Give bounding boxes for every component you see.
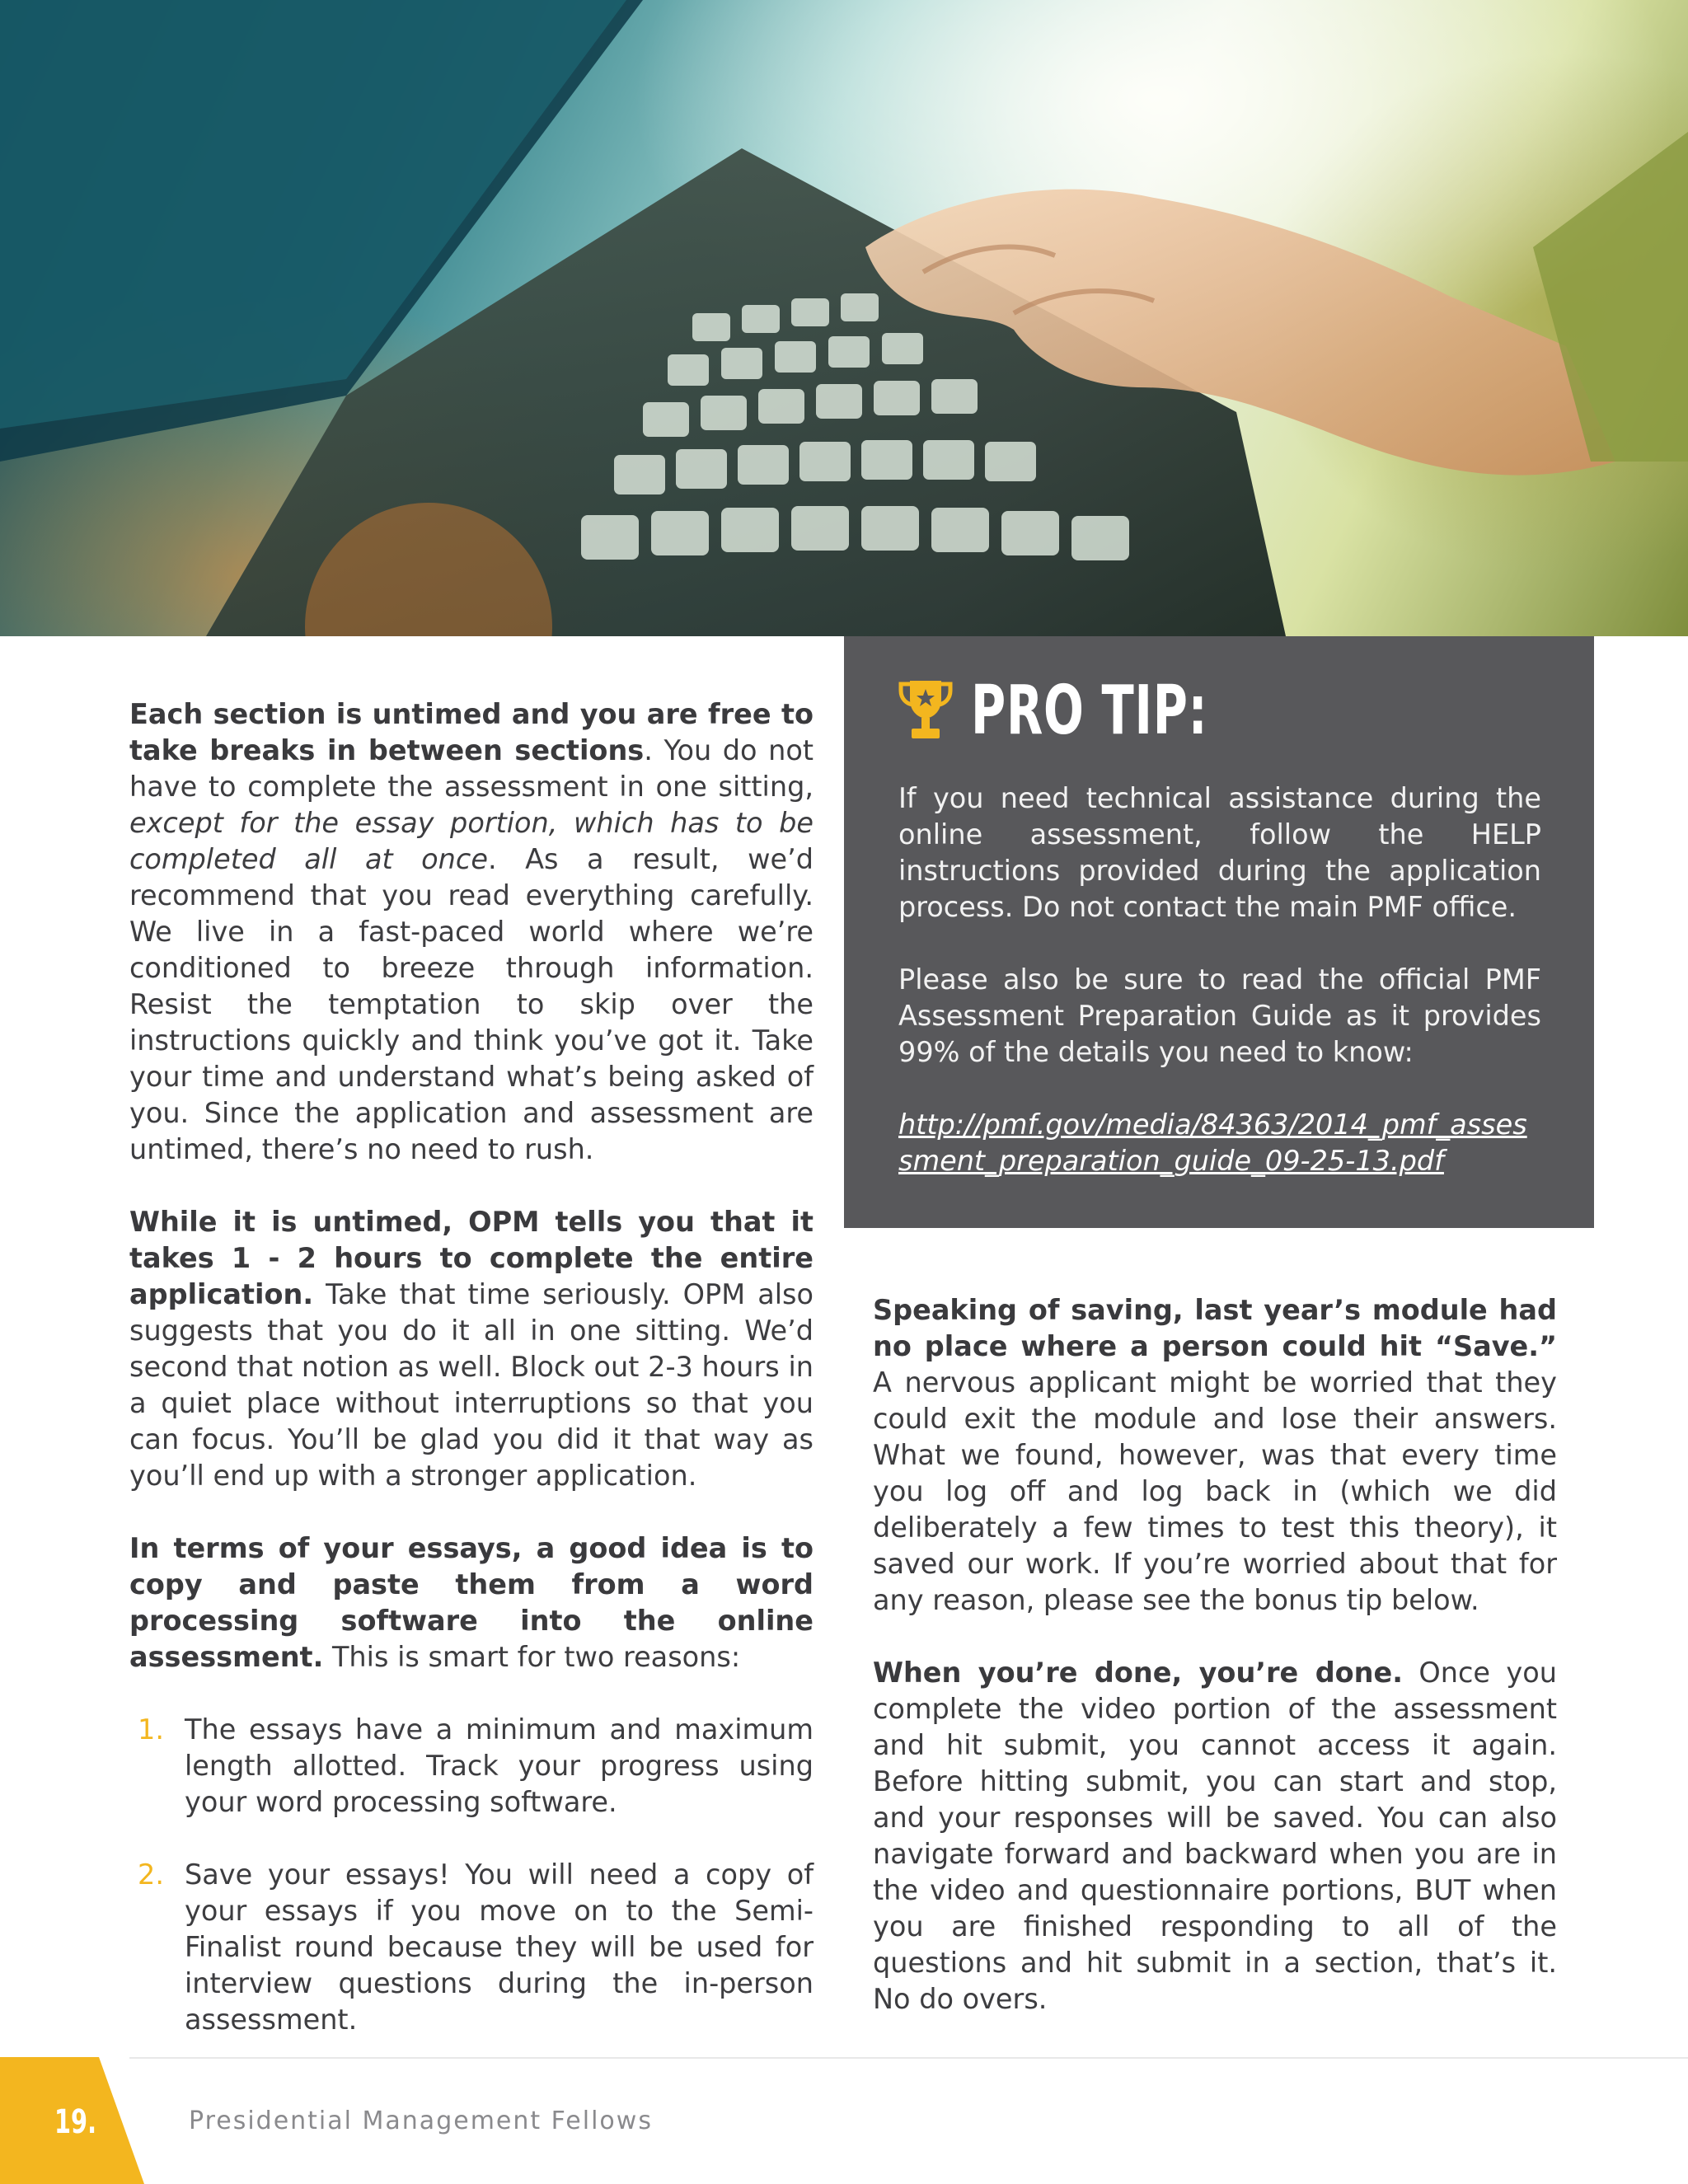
list-text: The essays have a minimum and maximum length allotted. Track your progress using your word processing software. [185, 1713, 814, 1818]
hero-illustration [0, 0, 1688, 636]
bold-lead: While it is untimed, OPM tells you that it takes 1 - 2 hours to complete the entire application. [129, 1206, 814, 1310]
paragraph-time-estimate [129, 1204, 814, 1494]
assessment-guide-link[interactable]: http://pmf.gov/media/84363/2014_pmf_assessment_preparation_guide_09-25-13.pdf [898, 1108, 1527, 1177]
text: This is smart for two reasons: [323, 1641, 741, 1673]
list-number: 2. [138, 1858, 164, 1891]
text: . You do not have to complete the assessment in one sitting, [129, 734, 814, 803]
list-item [129, 1857, 814, 2038]
bold-lead: Each section is untimed and you are free to take breaks in between sections [129, 698, 814, 766]
page-number: 19. [54, 2103, 96, 2141]
list-text: Save your essays! You will need a copy of your essays if you move on to the Semi-Finalist round because they will be used for interview questions during the in-person assessment. [185, 1858, 814, 2036]
text: Once you complete the video portion of the assessment and hit submit, you cannot access it again. Before hitting submit, you can start and stop, and your responses will be saved. You can also navigate forward and backward when you are in the video and questionnaire portions, BUT when you are finished responding to all of the questions and hit submit in a section, that’s it. No do overs. [873, 1657, 1557, 2015]
paragraph-saving [873, 1292, 1557, 1619]
reasons-list [129, 1712, 814, 2038]
publication-name: Presidential Management Fellows [189, 2107, 653, 2135]
italic-text: except for the essay portion, which has to be completed all at once [129, 807, 814, 875]
hero-image-laptop-typing [0, 0, 1688, 636]
text: . As a result, we’d recommend that you read everything carefully. We live in a fast-paced world where we’re conditioned to breeze through information. Resist the temptation to skip over the instructions quickly and think you’ve got it. Take your time and understand what’s being asked of you. Since the application and assessment are untimed, there’s no need to rush. [129, 843, 814, 1165]
bold-lead: When you’re done, you’re done. [873, 1657, 1403, 1689]
pro-tip-body [898, 780, 1541, 1216]
footer-divider [129, 2057, 1688, 2059]
pro-tip-box [844, 636, 1594, 1228]
list-item [129, 1712, 814, 1821]
paragraph-done [873, 1655, 1557, 2018]
pro-tip-paragraph: Please also be sure to read the official PMF Assessment Preparation Guide as it provides 99% of the details you need to know: [898, 963, 1541, 1068]
pro-tip-paragraph: If you need technical assistance during the online assessment, follow the HELP instructions provided during the application process. Do not contact the main PMF office. [898, 782, 1541, 923]
trophy-icon [898, 677, 953, 743]
pro-tip-header [898, 669, 1275, 752]
paragraph-untimed-sections [129, 696, 814, 1168]
list-number: 1. [138, 1713, 164, 1746]
right-column [873, 1292, 1557, 2054]
bold-lead: In terms of your essays, a good idea is to copy and paste them from a word processing software into the online assessment. [129, 1532, 814, 1673]
paragraph-essays [129, 1530, 814, 1675]
text: Take that time seriously. OPM also suggests that you do it all in one sitting. We’d second that notion as well. Block out 2-3 hours in a quiet place without interruptions so that you can focus. You’ll be glad you did it that way as you’ll end up with a stronger application. [129, 1278, 814, 1492]
pro-tip-title: PRO TIP: [971, 671, 1208, 750]
bold-lead: Speaking of saving, last year’s module had no place where a person could hit “Save.” [873, 1294, 1557, 1362]
text: A nervous applicant might be worried that they could exit the module and lose their answers. What we found, however, was that every time you log off and log back in (which we did deliberately a few times to test this theory), it saved our work. If you’re worried about that for any reason, please see the bonus tip below. [873, 1366, 1557, 1616]
left-column [129, 696, 814, 2074]
